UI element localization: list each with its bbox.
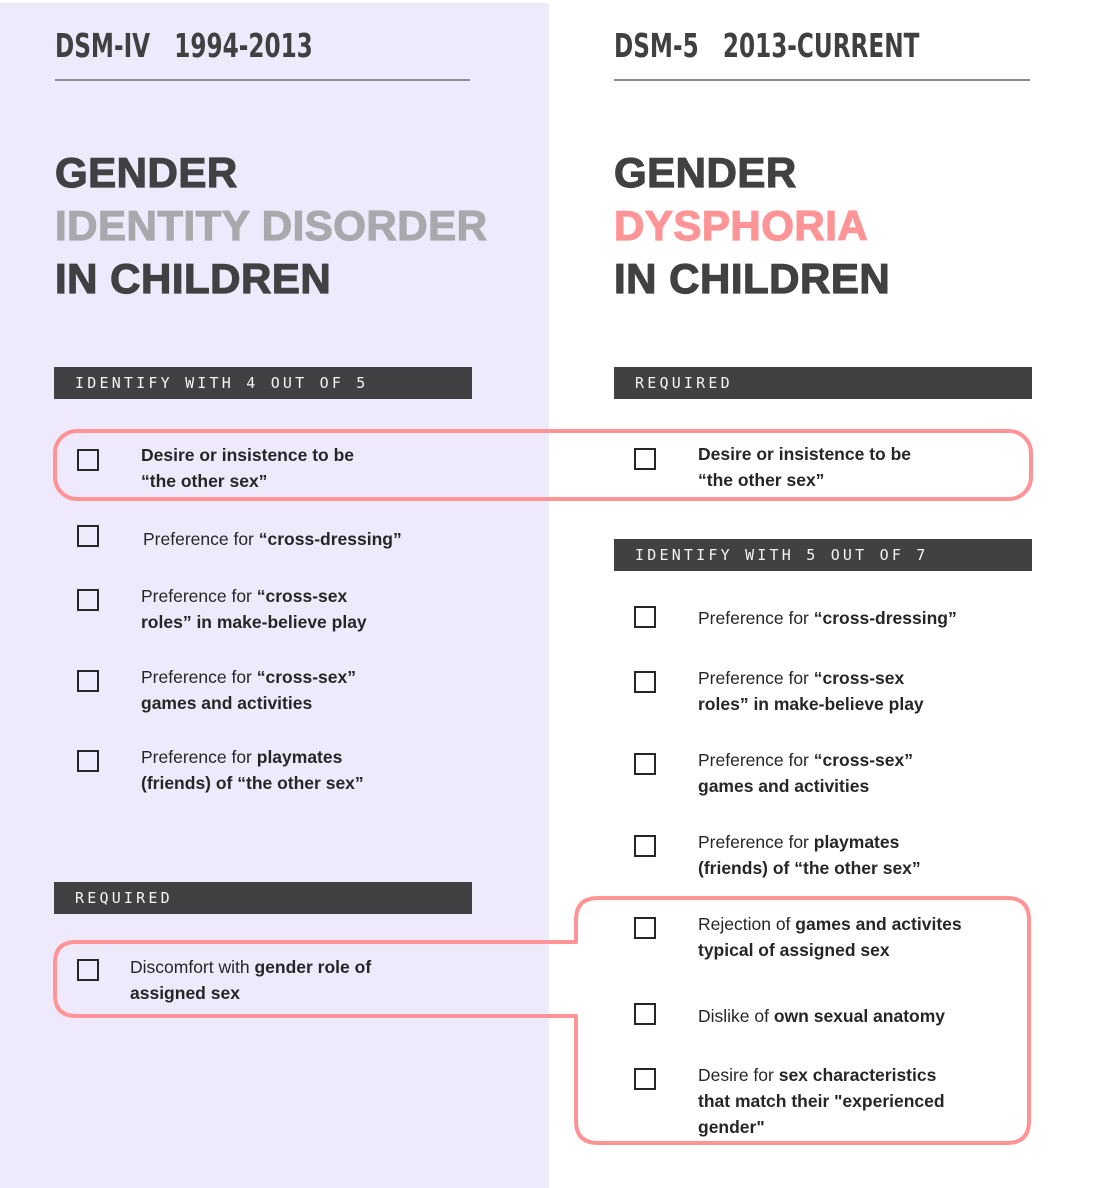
dsm-iv-section-identify-4-of-5: IDENTIFY WITH 4 OUT OF 5 [54,367,472,399]
criterion-text: Rejection of games and activites typical of assigned sex [698,914,962,960]
title-line-in-children: IN CHILDREN [55,255,332,302]
checkbox[interactable] [77,525,99,547]
dsm-5-section-identify-5-of-7: IDENTIFY WITH 5 OUT OF 7 [614,539,1032,571]
checkbox[interactable] [77,959,99,981]
checkbox[interactable] [634,606,656,628]
criterion-text: Preference for “cross-dressing” [143,529,402,549]
dsm-5-heading-rule [614,79,1030,81]
criterion-text: Preference for “cross-sex” games and activities [698,750,913,796]
dsm-5-title [614,146,890,305]
criterion-text: Dislike of own sexual anatomy [698,1006,946,1026]
checkbox[interactable] [634,1003,656,1025]
criterion-text: Desire for sex characteristics that match their "experienced gender" [698,1065,945,1137]
criterion-text: Discomfort with gender role of assigned sex [130,957,372,1003]
dsm-iv-section-required: REQUIRED [54,882,472,914]
checkbox[interactable] [634,448,656,470]
criterion-text: Desire or insistence to be “the other sex” [141,445,354,491]
checkbox[interactable] [634,917,656,939]
criterion-text: Preference for “cross-sex” games and activities [141,667,356,713]
dsm-5-section-required: REQUIRED [614,367,1032,399]
dsm-5-era-heading: DSM-5 2013-CURRENT [614,26,920,65]
title-line-in-children: IN CHILDREN [614,255,891,302]
dsm-iv-heading-rule [55,79,470,81]
dsm-iv-era-heading: DSM-IV 1994-2013 [55,26,313,65]
title-line-identity-disorder: IDENTITY DISORDER [55,202,488,249]
criterion-text: Preference for “cross-dressing” [698,608,957,628]
checkbox[interactable] [77,589,99,611]
checkbox[interactable] [77,670,99,692]
checkbox[interactable] [77,449,99,471]
checkbox[interactable] [634,753,656,775]
title-line-dysphoria: DYSPHORIA [614,202,869,249]
criterion-text: Preference for playmates (friends) of “the other sex” [698,832,921,878]
dsm-iv-title [55,146,487,305]
criterion-text: Preference for “cross-sex roles” in make-believe play [698,668,924,714]
criterion-text: Preference for playmates (friends) of “the other sex” [141,747,364,793]
checkbox[interactable] [634,671,656,693]
checkbox[interactable] [634,835,656,857]
criterion-text: Desire or insistence to be “the other sex” [698,444,911,490]
title-line-gender: GENDER [55,149,238,196]
criterion-text: Preference for “cross-sex roles” in make-believe play [141,586,367,632]
checkbox[interactable] [77,750,99,772]
title-line-gender: GENDER [614,149,797,196]
checkbox[interactable] [634,1068,656,1090]
